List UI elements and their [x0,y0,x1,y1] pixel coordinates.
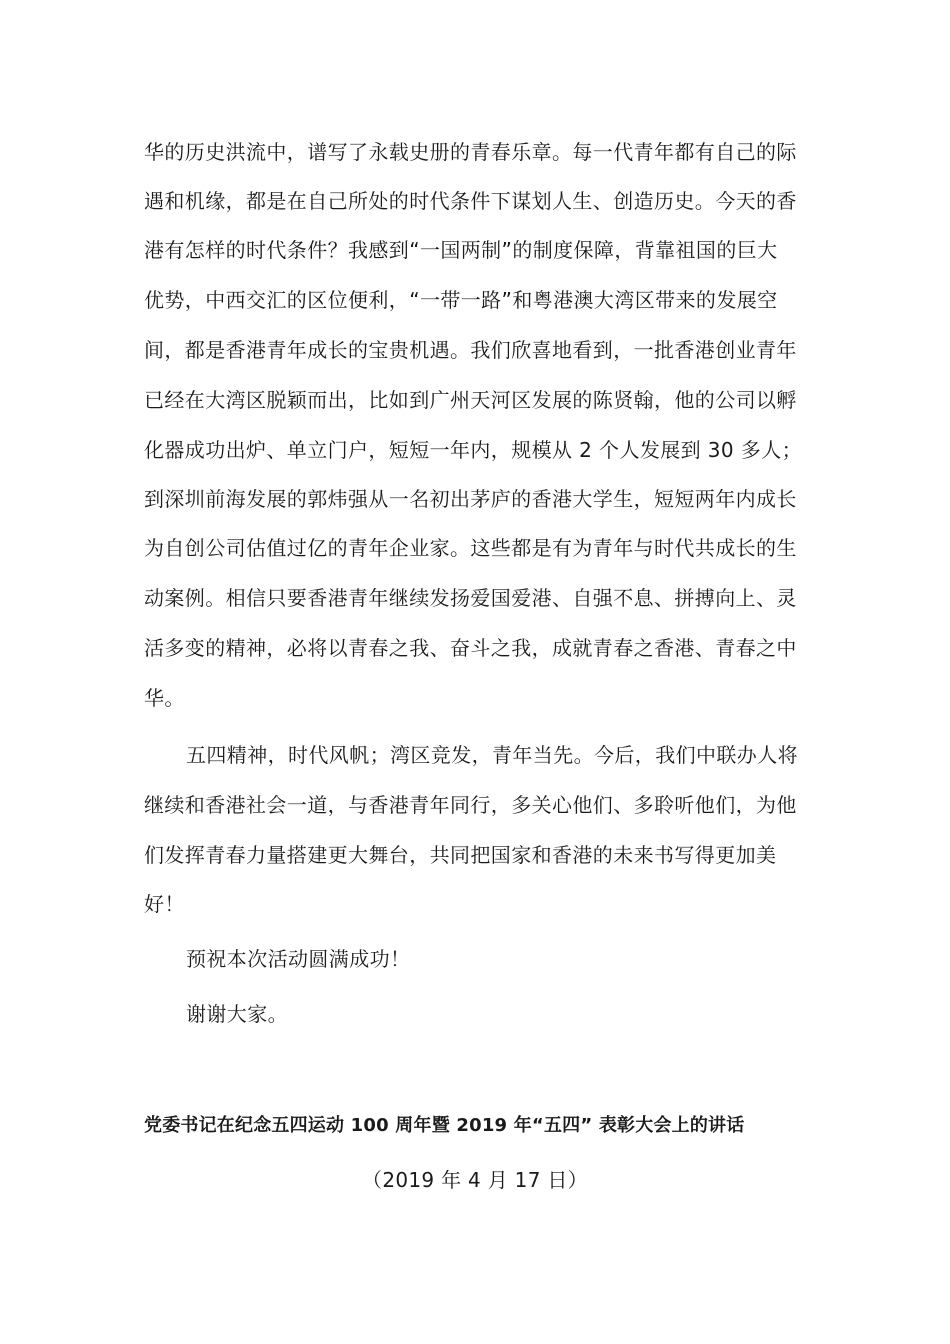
closing-thanks: 谢谢大家。 [186,1002,288,1026]
text-line: 好！ [144,892,185,916]
text-line: 继续和香港社会一道，与香港青年同行，多关心他们、多聆听他们，为他 [144,793,797,817]
text-line: 到深圳前海发展的郭炜强从一名初出茅庐的香港大学生，短短两年内成长 [144,487,797,511]
text-line: 化器成功出炉、单立门户，短短一年内，规模从 2 个人发展到 30 多人； [144,438,803,462]
text-line: 为自创公司估值过亿的青年企业家。这些都是有为青年与时代共成长的生 [144,536,797,560]
text-line: 港有怎样的时代条件？我感到“一国两制”的制度保障，背靠祖国的巨大 [144,238,778,262]
text-line: 优势，中西交汇的区位便利，“一带一路”和粤港澳大湾区带来的发展空 [144,288,778,312]
text-line: 已经在大湾区脱颖而出，比如到广州天河区发展的陈贤翰，他的公司以孵 [144,388,797,412]
speech-title: 党委书记在纪念五四运动 100 周年暨 2019 年“五四” 表彰大会上的讲话 [144,1115,745,1136]
text-line: 动案例。相信只要香港青年继续发扬爱国爱港、自强不息、拼搏向上、灵 [144,586,797,610]
text-line: 华的历史洪流中，谱写了永载史册的青春乐章。每一代青年都有自己的际 [144,140,797,164]
text-line: 华。 [144,686,185,710]
text-line: 活多变的精神，必将以青春之我、奋斗之我，成就青春之香港、青春之中 [144,636,797,660]
closing-wish: 预祝本次活动圆满成功！ [186,947,411,971]
text-line: 们发挥青春力量搭建更大舞台，共同把国家和香港的未来书写得更加美 [144,843,777,867]
text-line: 五四精神，时代风帆；湾区竞发，青年当先。今后，我们中联办人将 [186,743,798,767]
text-line: 遇和机缘，都是在自己所处的时代条件下谋划人生、创造历史。今天的香 [144,189,797,213]
speech-date: （2019 年 4 月 17 日） [362,1168,588,1192]
text-line: 间，都是香港青年成长的宝贵机遇。我们欣喜地看到，一批香港创业青年 [144,338,797,362]
